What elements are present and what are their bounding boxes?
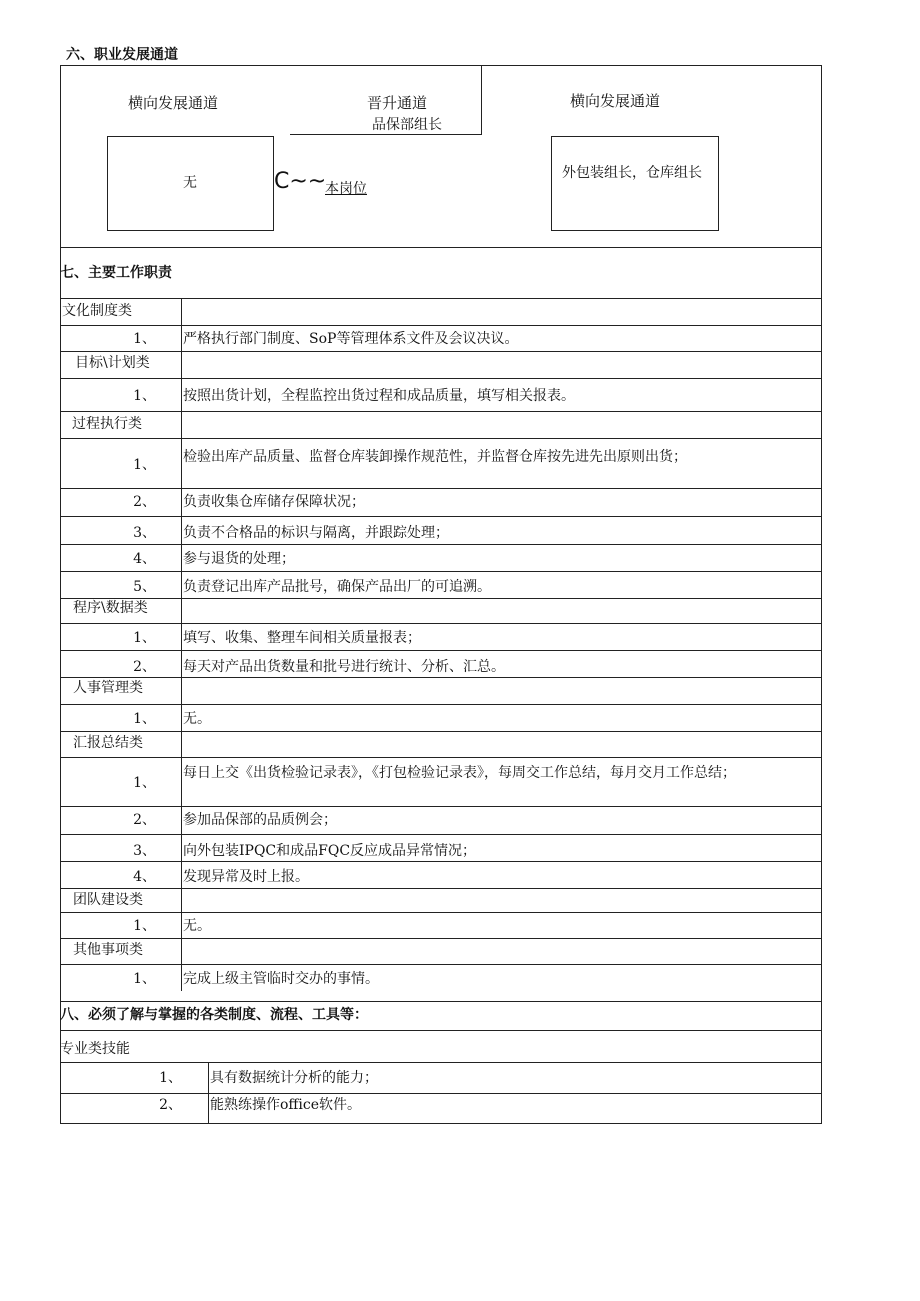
right-lateral-value: 外包装组长，仓库组长: [562, 165, 702, 181]
item-number: 1、: [133, 971, 156, 987]
item-number: 1、: [133, 457, 156, 473]
item-number: 1、: [133, 775, 156, 791]
category-label: 文化制度类: [62, 303, 132, 319]
item-number: 5、: [133, 579, 156, 595]
item-number: 2、: [133, 812, 156, 828]
duty-item: 无。: [183, 711, 211, 727]
duty-item: 严格执行部门制度、SoP等管理体系文件及会议决议。: [183, 331, 519, 347]
promotion-header: 晋升通道: [367, 94, 428, 112]
duty-item: 填写、收集、整理车间相关质量报表；: [183, 630, 421, 646]
category-label: 程序\数据类: [73, 600, 148, 616]
item-number: 1、: [133, 331, 156, 347]
duty-item: 参与退货的处理；: [183, 551, 295, 567]
duty-item: 检验出库产品质量、监督仓库装卸操作规范性，并监督仓库按先进先出原则出货；: [183, 449, 687, 465]
duty-item: 无。: [183, 918, 211, 934]
arrow-glyph: C~~: [274, 169, 327, 194]
section8-title: 八、必须了解与掌握的各类制度、流程、工具等：: [60, 1007, 368, 1023]
duty-item: 完成上级主管临时交办的事情。: [183, 971, 379, 987]
right-lateral-header: 横向发展通道: [570, 92, 661, 110]
duty-item: 负责不合格品的标识与隔离，并跟踪处理；: [183, 525, 449, 541]
left-lateral-header: 横向发展通道: [128, 94, 219, 112]
item-number: 1、: [133, 388, 156, 404]
item-number: 1、: [133, 630, 156, 646]
skill-item: 能熟练操作office软件。: [210, 1097, 361, 1113]
section6-title: 六、职业发展通道: [66, 47, 178, 63]
duty-item: 发现异常及时上报。: [183, 869, 309, 885]
category-label: 其他事项类: [73, 942, 143, 958]
category-label: 目标\计划类: [75, 355, 150, 371]
duty-item: 向外包装IPQC和成品FQC反应成品异常情况；: [183, 843, 477, 859]
category-label: 过程执行类: [72, 416, 142, 432]
item-number: 2、: [133, 494, 156, 510]
item-number: 1、: [133, 918, 156, 934]
promotion-target: 品保部组长: [372, 117, 442, 133]
category-label: 团队建设类: [73, 892, 143, 908]
duty-item: 每日上交《出货检验记录表》，《打包检验记录表》，每周交工作总结，每月交月工作总结；: [183, 765, 736, 781]
item-number: 4、: [133, 551, 156, 567]
left-lateral-value: 无: [183, 175, 197, 191]
category-label: 汇报总结类: [73, 735, 143, 751]
item-number: 3、: [133, 525, 156, 541]
item-number: 1、: [133, 711, 156, 727]
current-position: 本岗位: [325, 181, 367, 197]
category-label: 专业类技能: [60, 1041, 130, 1057]
section7-title: 七、主要工作职责: [60, 265, 172, 281]
duty-item: 负责登记出库产品批号，确保产品出厂的可追溯。: [183, 579, 491, 595]
category-label: 人事管理类: [73, 680, 143, 696]
item-number: 1、: [159, 1070, 182, 1086]
duty-item: 按照出货计划，全程监控出货过程和成品质量，填写相关报表。: [183, 388, 575, 404]
item-number: 2、: [133, 659, 156, 675]
duty-item: 每天对产品出货数量和批号进行统计、分析、汇总。: [183, 659, 505, 675]
skill-item: 具有数据统计分析的能力；: [210, 1070, 378, 1086]
item-number: 4、: [133, 869, 156, 885]
item-number: 2、: [159, 1097, 182, 1113]
duty-item: 负责收集仓库储存保障状况；: [183, 494, 365, 510]
duty-item: 参加品保部的品质例会；: [183, 812, 337, 828]
item-number: 3、: [133, 843, 156, 859]
